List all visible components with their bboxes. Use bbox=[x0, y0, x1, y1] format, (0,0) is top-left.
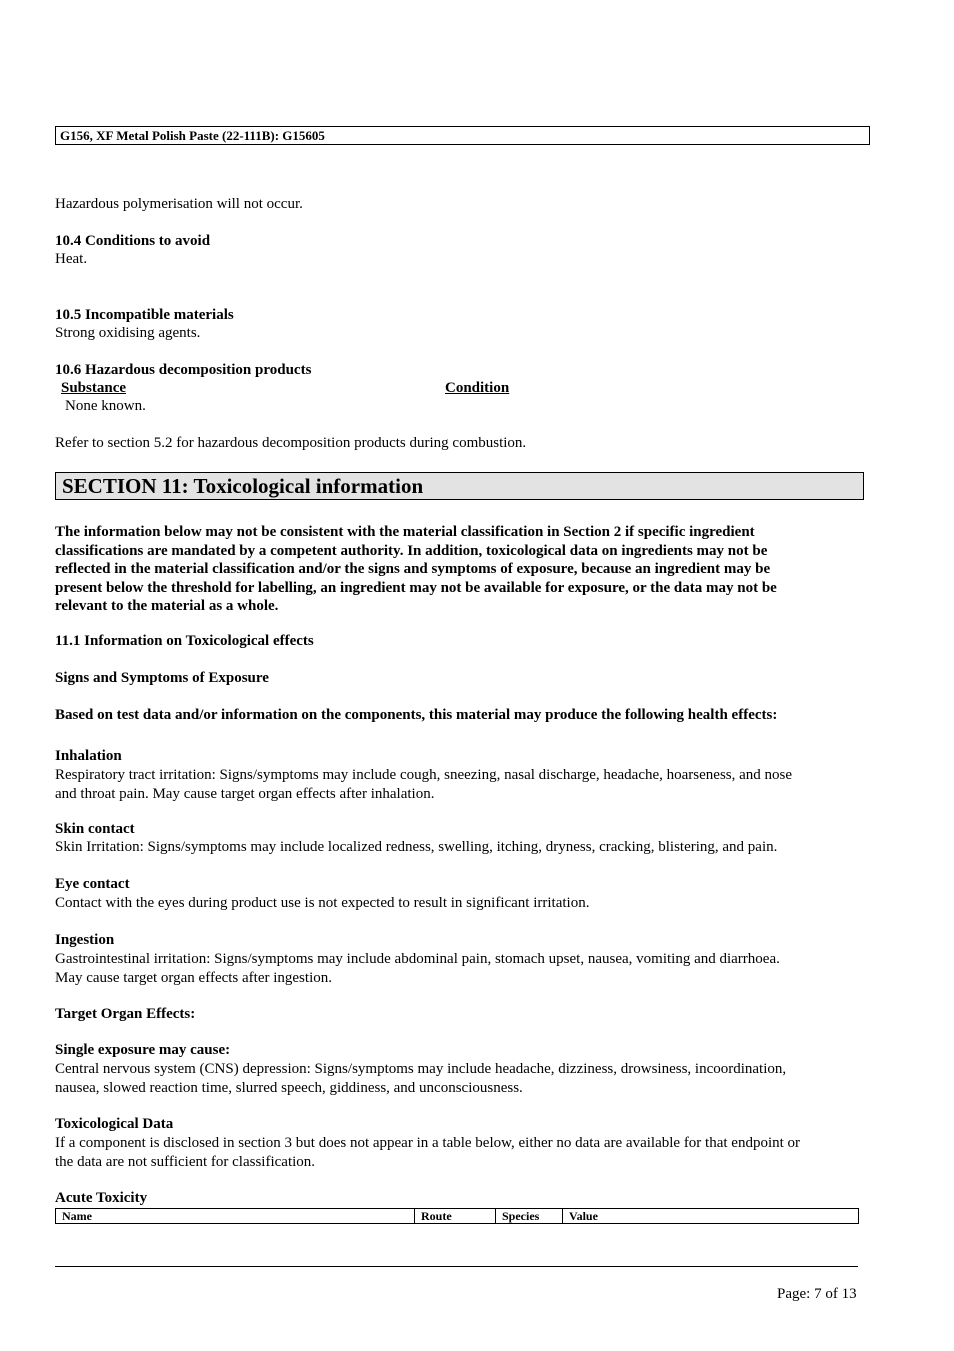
acute-toxicity-heading: Acute Toxicity bbox=[55, 1190, 148, 1206]
footer-divider bbox=[55, 1266, 858, 1267]
intro-line: reflected in the material classification and/or the signs and symptoms of exposure, because an ingredient may be bbox=[55, 561, 771, 577]
single-exposure-text bbox=[55, 1060, 855, 1097]
incompatible-text: Strong oxidising agents. bbox=[55, 325, 201, 341]
eye-heading: Eye contact bbox=[55, 876, 130, 892]
ingestion-line: May cause target organ effects after ingestion. bbox=[55, 969, 332, 986]
skin-heading: Skin contact bbox=[55, 821, 135, 837]
single-exposure-heading: Single exposure may cause: bbox=[55, 1042, 231, 1058]
eye-text: Contact with the eyes during product use is not expected to result in significant irritation. bbox=[55, 895, 590, 911]
signs-heading: Signs and Symptoms of Exposure bbox=[55, 670, 269, 686]
ingestion-text bbox=[55, 950, 855, 987]
conditions-heading: 10.4 Conditions to avoid bbox=[55, 233, 211, 249]
inhalation-text bbox=[55, 766, 855, 803]
refer-text: Refer to section 5.2 for hazardous decomposition products during combustion. bbox=[55, 435, 527, 451]
intro-line: classifications are mandated by a competent authority. In addition, toxicological data on ingredients may not be bbox=[55, 542, 768, 559]
based-on-text: Based on test data and/or information on the components, this material may produce the following health effects: bbox=[55, 707, 778, 723]
toxdata-line: If a component is disclosed in section 3 but does not appear in a table below, either no data are available for that endpoint or bbox=[55, 1135, 801, 1151]
substance-column-header: Substance bbox=[61, 380, 127, 396]
inhalation-line: Respiratory tract irritation: Signs/symptoms may include cough, sneezing, nasal discharge, headache, hoarseness, and nose bbox=[55, 767, 793, 783]
ingestion-heading: Ingestion bbox=[55, 932, 115, 948]
info-heading: 11.1 Information on Toxicological effects bbox=[55, 633, 314, 649]
target-organ-heading: Target Organ Effects: bbox=[55, 1006, 196, 1022]
table-header-row bbox=[56, 1209, 859, 1224]
intro-line: present below the threshold for labelling, an ingredient may not be available for exposure, or the data may not be bbox=[55, 579, 777, 596]
condition-column-header: Condition bbox=[445, 380, 510, 396]
acute-toxicity-table bbox=[55, 1208, 859, 1224]
none-known-text: None known. bbox=[65, 398, 146, 414]
decomposition-heading: 10.6 Hazardous decomposition products bbox=[55, 362, 312, 378]
section-11-title: SECTION 11: Toxicological information bbox=[55, 472, 864, 500]
column-header-species: Species bbox=[496, 1209, 563, 1224]
ingestion-line: Gastrointestinal irritation: Signs/symptoms may include abdominal pain, stomach upset, nausea, vomiting and diarrhoea. bbox=[55, 951, 780, 967]
toxdata-text bbox=[55, 1134, 855, 1171]
page-number: Page: 7 of 13 bbox=[777, 1286, 857, 1302]
toxdata-heading: Toxicological Data bbox=[55, 1116, 174, 1132]
intro-line: relevant to the material as a whole. bbox=[55, 598, 279, 614]
toxdata-line: the data are not sufficient for classification. bbox=[55, 1153, 316, 1170]
polymerisation-text: Hazardous polymerisation will not occur. bbox=[55, 196, 303, 212]
single-exposure-line: Central nervous system (CNS) depression: Signs/symptoms may include headache, dizziness, drowsiness, incoordination, bbox=[55, 1061, 787, 1077]
column-header-route: Route bbox=[415, 1209, 496, 1224]
column-header-name: Name bbox=[56, 1209, 415, 1224]
incompatible-heading: 10.5 Incompatible materials bbox=[55, 307, 234, 323]
intro-paragraph bbox=[55, 523, 855, 616]
single-exposure-line: nausea, slowed reaction time, slurred speech, giddiness, and unconsciousness. bbox=[55, 1079, 523, 1096]
conditions-text: Heat. bbox=[55, 251, 88, 267]
skin-text: Skin Irritation: Signs/symptoms may include localized redness, swelling, itching, dryness, cracking, blistering, and pain. bbox=[55, 839, 778, 855]
document-header: G156, XF Metal Polish Paste (22-111B): G15605 bbox=[55, 126, 870, 145]
intro-line: The information below may not be consistent with the material classification in Section 2 if specific ingredient bbox=[55, 524, 755, 540]
inhalation-heading: Inhalation bbox=[55, 748, 122, 764]
column-header-value: Value bbox=[563, 1209, 859, 1224]
inhalation-line: and throat pain. May cause target organ effects after inhalation. bbox=[55, 785, 435, 802]
